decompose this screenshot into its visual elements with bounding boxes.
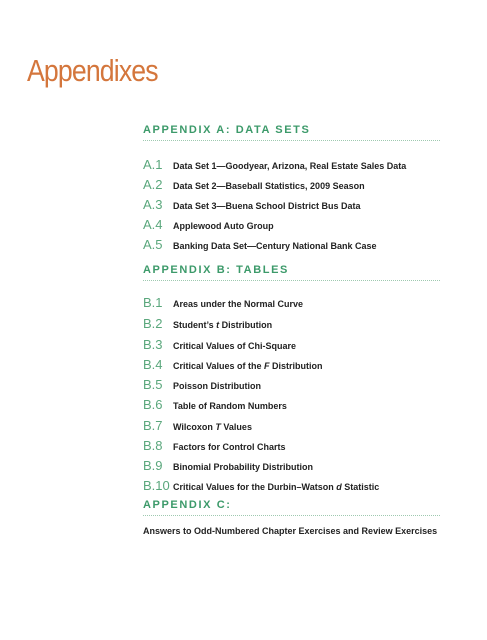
entry-title (173, 483, 379, 492)
toc-entry-b2[interactable] (143, 317, 272, 331)
entry-number: B.3 (143, 337, 163, 352)
entry-number: A.5 (143, 237, 163, 252)
entry-title-text: Wilcoxon (173, 422, 216, 432)
appendix-a-rule (143, 140, 440, 141)
entry-title-italic: d (336, 482, 342, 492)
page-title: Appendixes (27, 53, 158, 88)
appendix-c-rule (143, 515, 440, 516)
entry-title: Binomial Probability Distribution (173, 462, 314, 472)
toc-entry-a2[interactable] (143, 178, 365, 192)
toc-entry-a5[interactable] (143, 238, 377, 252)
entry-number: A.2 (143, 177, 163, 192)
entry-title: Data Set 2—Baseball Statistics, 2009 Season (173, 181, 365, 191)
entry-title: Data Set 1—Goodyear, Arizona, Real Estate Sales Data (173, 161, 407, 171)
entry-number: B.7 (143, 418, 163, 433)
entry-title-text: Values (220, 422, 252, 432)
entry-number: A.4 (143, 217, 163, 232)
toc-entry-a3[interactable] (143, 198, 361, 212)
toc-entry-b9[interactable] (143, 459, 313, 473)
entry-number: B.2 (143, 316, 163, 331)
entry-number: A.3 (143, 197, 163, 212)
toc-entry-a4[interactable] (143, 218, 274, 232)
toc-entry-b3[interactable] (143, 338, 296, 352)
entry-title-italic: t (216, 320, 220, 330)
entry-title-italic: T (215, 422, 221, 432)
entry-title: Poisson Distribution (173, 381, 262, 391)
entry-title-text: Statistic (341, 482, 380, 492)
entry-title: Critical Values of Chi-Square (173, 341, 297, 351)
entry-number: B.9 (143, 458, 163, 473)
toc-entry-a1[interactable] (143, 158, 406, 172)
entry-title (173, 321, 272, 330)
toc-entry-b5[interactable] (143, 378, 261, 392)
entry-number: B.5 (143, 377, 163, 392)
entry-title-text: Student’s (173, 320, 217, 330)
appendix-b-heading: APPENDIX B: TABLES (143, 264, 289, 276)
entry-title (173, 362, 323, 371)
appendix-a-heading: APPENDIX A: DATA SETS (143, 124, 311, 136)
entry-title-text: Critical Values for the Durbin–Watson (173, 482, 337, 492)
entry-number: B.8 (143, 438, 163, 453)
entry-title: Areas under the Normal Curve (173, 299, 304, 309)
entry-title-text: Distribution (269, 361, 323, 371)
entry-number: B.6 (143, 397, 163, 412)
entry-title: Table of Random Numbers (173, 401, 287, 411)
entry-number: B.4 (143, 357, 163, 372)
entry-title-italic: F (264, 361, 270, 371)
toc-entry-b1[interactable] (143, 296, 303, 310)
toc-entry-b10[interactable] (143, 479, 379, 493)
entry-title: Data Set 3—Buena School District Bus Data (173, 201, 361, 211)
entry-title-text: Distribution (219, 320, 273, 330)
appendix-c-heading: APPENDIX C: (143, 499, 232, 511)
entry-title (173, 423, 252, 432)
toc-entry-b6[interactable] (143, 398, 287, 412)
appendix-b-rule (143, 280, 440, 281)
toc-entry-b4[interactable] (143, 358, 323, 372)
entry-title: Applewood Auto Group (173, 221, 274, 231)
appendix-c-answers[interactable]: Answers to Odd-Numbered Chapter Exercises and Review Exercises (143, 526, 438, 536)
toc-entry-b8[interactable] (143, 439, 286, 453)
entry-title: Factors for Control Charts (173, 442, 286, 452)
toc-entry-b7[interactable] (143, 419, 252, 433)
entry-title-text: Critical Values of the (173, 361, 265, 371)
entry-number: B.1 (143, 295, 163, 310)
entry-number: B.10 (143, 478, 170, 493)
entry-number: A.1 (143, 157, 163, 172)
entry-title: Banking Data Set—Century National Bank Case (173, 241, 377, 251)
